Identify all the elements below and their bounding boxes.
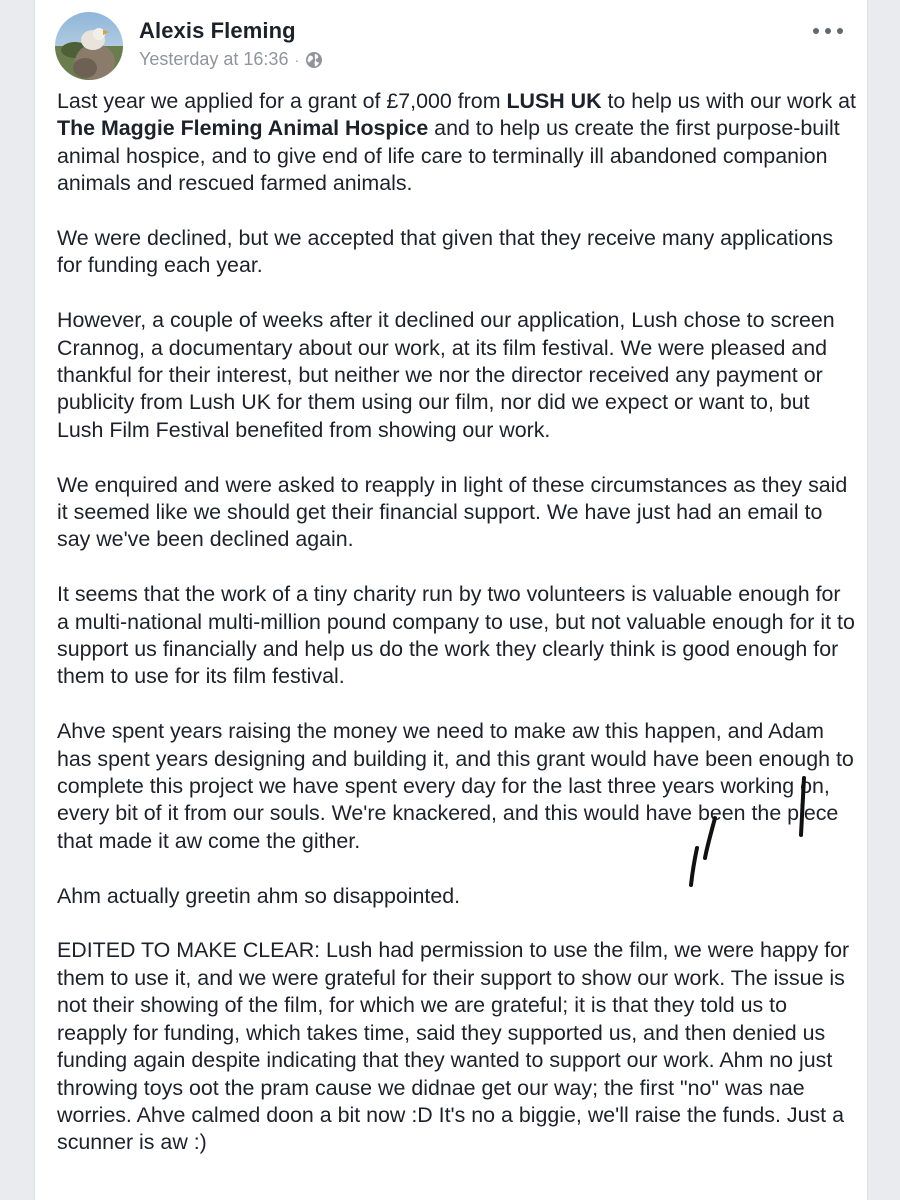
post-meta <box>139 49 323 70</box>
post-body <box>57 88 857 1184</box>
bold-text: LUSH UK <box>506 89 602 113</box>
post-paragraph <box>57 307 857 444</box>
post-paragraph <box>57 581 857 691</box>
paragraph-text: Ahve spent years raising the money we need to make aw this happen, and Adam has spent years designing and building it, and this grant would have been enough to complete this project we have spent every day for the last three years working on, every bit of it from our souls. We're knackered, and this would have been the piece that made it aw come the gither. <box>57 719 854 853</box>
paragraph-text: We enquired and were asked to reapply in light of these circumstances as they said it seemed like we should get their financial support. We have just had an email to say we've been declined again. <box>57 472 848 552</box>
author-name[interactable]: Alexis Fleming <box>139 18 296 43</box>
paragraph-text: It seems that the work of a tiny charity run by two volunteers is valuable enough for a multi-national multi-million pound company to use, but not valuable enough for it to support us financially and help us do the work they clearly think is good enough for them to use for its film festival. <box>57 582 855 689</box>
post-header <box>35 0 867 86</box>
avatar[interactable] <box>55 12 123 80</box>
post-paragraph <box>57 225 857 280</box>
post-paragraph <box>57 718 857 855</box>
paragraph-text: and to help us create the first purpose-built animal hospice, and to give end of life care to terminally ill abandoned companion animals and rescued farmed animals. <box>57 116 840 196</box>
globe-icon[interactable] <box>305 51 323 69</box>
meta-separator: · <box>294 51 300 68</box>
bold-text: The Maggie Fleming Animal Hospice <box>57 116 429 141</box>
paragraph-text: EDITED TO MAKE CLEAR: Lush had permission to use the film, we were happy for them to use it, and we were grateful for their support to show our work. The issue is not their showing of the film, for which we are grateful; it is that they told us to reapply for funding, which takes time, said they supported us, and then denied us funding again despite indicating that they wanted to support our work. Ahm no just throwing toys oot the pram cause we didnae get our way; the first "no" was nae worries. Ahve calmed doon a bit now :D It's no a biggie, we'll raise the funds. Just a scunner is aw :) <box>57 938 850 1155</box>
more-options-icon[interactable] <box>813 24 843 38</box>
post-paragraph <box>57 88 857 198</box>
timestamp[interactable]: Yesterday at 16:36 <box>139 49 289 69</box>
post-paragraph <box>57 937 857 1156</box>
paragraph-text: Ahm actually greetin ahm so disappointed. <box>57 883 461 908</box>
paragraph-text: to help us with our work at <box>601 89 856 113</box>
paragraph-text: However, a couple of weeks after it declined our application, Lush chose to screen Crannog, a documentary about our work, at its film festival. We were pleased and thankful for their interest, but neither we nor the director received any payment or publicity from Lush UK for them using our film, nor did we expect or want to, but Lush Film Festival benefited from showing our work. <box>57 308 835 442</box>
paragraph-text: Last year we applied for a grant of £7,000 from <box>57 89 507 113</box>
post-card <box>34 0 868 1200</box>
post-paragraph <box>57 883 857 910</box>
paragraph-text: We were declined, but we accepted that given that they receive many applications for funding each year. <box>57 226 834 278</box>
post-paragraph <box>57 472 857 554</box>
